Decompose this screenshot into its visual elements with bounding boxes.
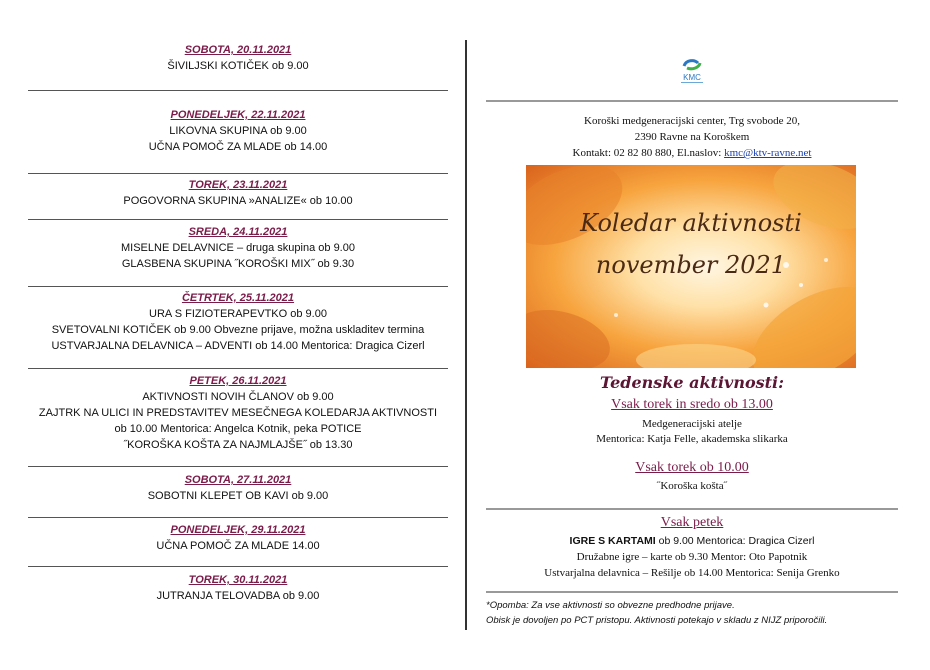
weekly-activity: Mentorica: Katja Felle, akademska slikarka — [596, 433, 788, 445]
weekly-activity-bold: IGRE S KARTAMI — [569, 535, 656, 547]
divider — [486, 508, 898, 510]
note-line: Obisk je dovoljen po PCT pristopu. Aktivnosti potekajo v skladu z NIJZ priporočili. — [486, 615, 828, 626]
contact-line — [486, 145, 898, 161]
day-activity: POGOVORNA SKUPINA »ANALIZE« ob 10.00 — [123, 195, 353, 207]
kmc-logo-icon — [672, 56, 712, 86]
day-block — [28, 472, 448, 504]
weekly-activity — [486, 533, 898, 549]
weekly-activity: Medgeneracijski atelje — [642, 418, 742, 430]
day-date: TOREK, 23.11.2021 — [188, 179, 288, 191]
weekly-section-title: Vsak torek in sredo ob 13.00 — [611, 397, 773, 412]
day-date: ČETRTEK, 25.11.2021 — [181, 292, 295, 304]
divider — [28, 466, 448, 467]
email-link[interactable]: kmc@ktv-ravne.net — [724, 147, 812, 159]
contact-phone: Kontakt: 02 82 80 880, El.naslov: — [572, 147, 725, 159]
day-date: PONEDELJEK, 22.11.2021 — [170, 109, 306, 121]
day-block — [28, 290, 448, 354]
day-activity: JUTRANJA TELOVADBA ob 9.00 — [156, 590, 320, 602]
weekly-heading: Tedenske aktivnosti: — [600, 373, 784, 392]
banner-title-line2: november 2021 — [595, 251, 787, 279]
weekly-activity: ˝Koroška košta˝ — [656, 480, 728, 492]
divider — [486, 100, 898, 102]
column-divider — [465, 40, 467, 630]
city-line: 2390 Ravne na Koroškem — [634, 131, 750, 143]
day-activity: USTVARJALNA DELAVNICA – ADVENTI ob 14.00 Mentorica: Dragica Cizerl — [51, 340, 425, 352]
day-block — [28, 42, 448, 74]
divider — [28, 219, 448, 220]
banner-image — [526, 165, 856, 368]
weekly-activity: Družabne igre – karte ob 9.30 Mentor: Oto Papotnik — [576, 551, 808, 563]
day-activity: ŠIVILJSKI KOTIČEK ob 9.00 — [167, 60, 309, 72]
note-line: *Opomba: Za vse aktivnosti so obvezne predhodne prijave. — [486, 600, 735, 611]
day-date: PETEK, 26.11.2021 — [189, 375, 287, 387]
kmc-logo — [672, 56, 712, 86]
day-activity: AKTIVNOSTI NOVIH ČLANOV ob 9.00 — [142, 391, 334, 403]
logo-text: KMC — [683, 73, 701, 82]
divider — [28, 90, 448, 91]
weekly-activity-rest: ob 9.00 Mentorica: Dragica Cizerl — [655, 535, 815, 547]
day-block — [28, 224, 448, 272]
day-activity: UČNA POMOČ ZA MLADE 14.00 — [156, 540, 320, 552]
day-block — [28, 177, 448, 209]
day-block — [28, 572, 448, 604]
divider — [486, 591, 898, 593]
day-date: SOBOTA, 27.11.2021 — [184, 474, 292, 486]
day-activity: UČNA POMOČ ZA MLADE ob 14.00 — [148, 141, 328, 153]
divider — [28, 173, 448, 174]
day-date: SOBOTA, 20.11.2021 — [184, 44, 292, 56]
day-activity: LIKOVNA SKUPINA ob 9.00 — [169, 125, 307, 137]
banner-title-line1: Koledar aktivnosti — [580, 209, 802, 237]
day-date: PONEDELJEK, 29.11.2021 — [170, 524, 306, 536]
day-activity: SOBOTNI KLEPET OB KAVI ob 9.00 — [147, 490, 329, 502]
day-date: TOREK, 30.11.2021 — [188, 574, 288, 586]
weekly-activity: Ustvarjalna delavnica – Rešilje ob 14.00 Mentorica: Senija Grenko — [544, 567, 840, 579]
day-activity: ˝KOROŠKA KOŠTA ZA NAJMLAJŠE˝ ob 13.30 — [123, 439, 353, 451]
day-activity: GLASBENA SKUPINA ˝KOROŠKI MIX˝ ob 9.30 — [121, 258, 355, 270]
weekly-section-title: Vsak petek — [660, 515, 724, 530]
day-date: SREDA, 24.11.2021 — [188, 226, 288, 238]
divider — [28, 517, 448, 518]
divider — [28, 286, 448, 287]
weekly-section-title: Vsak torek ob 10.00 — [635, 460, 749, 475]
day-activity: MISELNE DELAVNICE – druga skupina ob 9.00 — [121, 242, 355, 254]
contact-block — [486, 113, 898, 161]
day-activity: SVETOVALNI KOTIČEK ob 9.00 Obvezne prijave, možna uskladitev termina — [51, 324, 425, 336]
divider — [28, 566, 448, 567]
day-activity: URA S FIZIOTERAPEVTKO ob 9.00 — [149, 308, 327, 320]
address-line: Koroški medgeneracijski center, Trg svobode 20, — [584, 115, 800, 127]
divider — [28, 368, 448, 369]
day-activity: ZAJTRK NA ULICI IN PREDSTAVITEV MESEČNEGA KOLEDARJA AKTIVNOSTI — [38, 407, 438, 419]
day-block — [28, 107, 448, 155]
day-block — [28, 373, 448, 453]
day-block — [28, 522, 448, 554]
day-activity: ob 10.00 Mentorica: Angelca Kotnik, peka POTICE — [114, 423, 362, 435]
